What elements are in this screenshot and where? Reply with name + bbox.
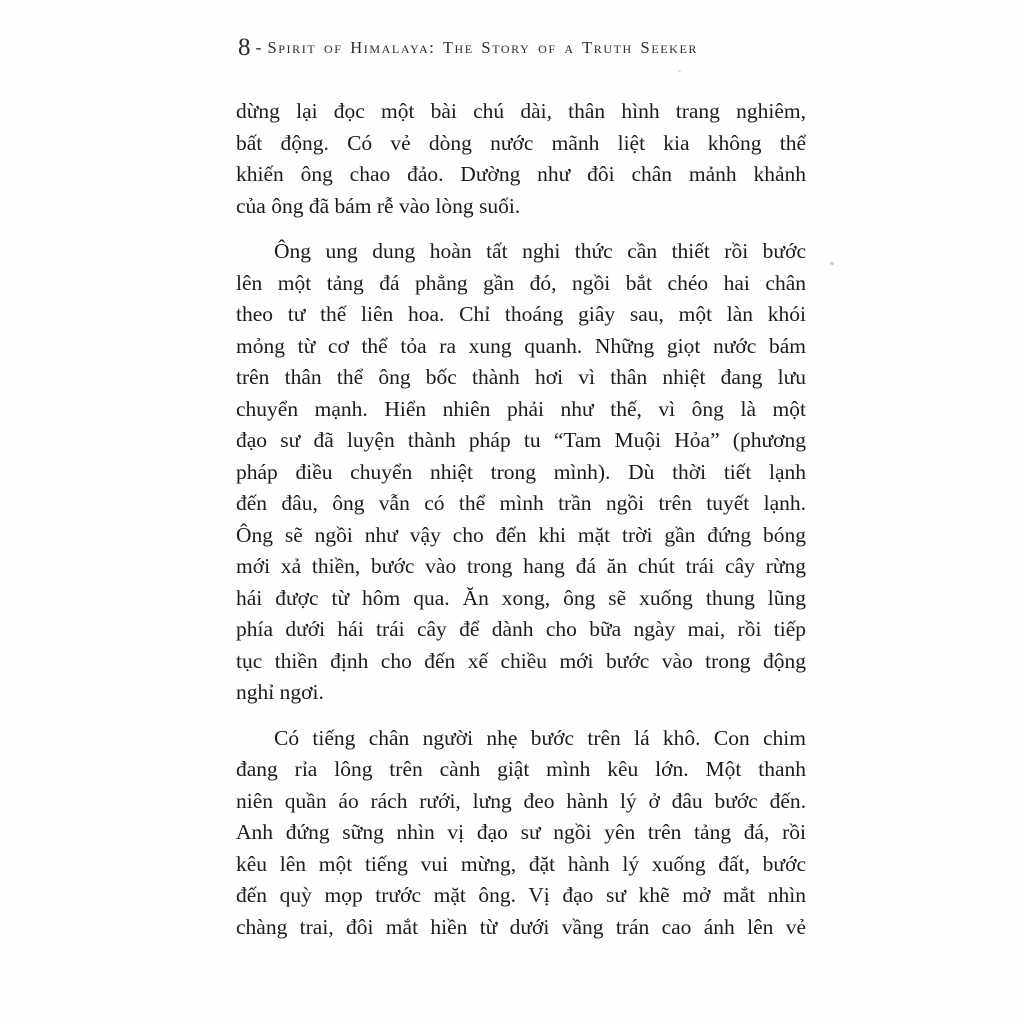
text-line: Anh đứng sững nhìn vị đạo sư ngồi yên trên tảng đá, rồi — [236, 820, 806, 844]
scan-speck — [678, 70, 681, 72]
text-line: đến quỳ mọp trước mặt ông. Vị đạo sư khẽ mở mắt nhìn — [236, 883, 806, 907]
text-line: dừng lại đọc một bài chú dài, thân hình trang nghiêm, — [236, 99, 806, 123]
running-header — [238, 34, 698, 62]
page-text — [236, 96, 806, 943]
text-line: phía dưới hái trái cây để dành cho bữa ngày mai, rồi tiếp — [236, 617, 806, 641]
book-title: Spirit of Himalaya: The Story of a Truth Seeker — [267, 38, 698, 57]
scan-speck — [830, 261, 835, 266]
text-line: Ông sẽ ngồi như vậy cho đến khi mặt trời gần đứng bóng — [236, 522, 806, 547]
text-line: chuyển mạnh. Hiển nhiên phải như thế, vì ông là một — [236, 396, 806, 421]
text-line: trên thân thể ông bốc thành hơi vì thân nhiệt đang lưu — [236, 365, 806, 389]
paragraph-3 — [236, 723, 806, 944]
text-line: bất động. Có vẻ dòng nước mãnh liệt kia không thể — [236, 130, 806, 155]
header-separator: - — [255, 37, 262, 57]
text-line: khiến ông chao đảo. Dường như đôi chân mảnh khảnh — [236, 162, 806, 186]
text-line: mỏng từ cơ thể tỏa ra xung quanh. Những giọt nước bám — [236, 333, 806, 358]
text-line: pháp điều chuyển nhiệt trong mình). Dù thời tiết lạnh — [236, 459, 806, 484]
text-line: tục thiền định cho đến xế chiều mới bước vào trong động — [236, 648, 806, 673]
page-number: 8 — [238, 34, 252, 61]
text-line: mới xả thiền, bước vào trong hang đá ăn chút trái cây rừng — [236, 554, 806, 578]
text-line: Ông ung dung hoàn tất nghi thức cần thiết rồi bước — [274, 239, 806, 263]
text-line: của ông đã bám rễ vào lòng suối. — [236, 193, 521, 218]
text-line: đến đâu, ông vẫn có thể mình trần ngồi trên tuyết lạnh. — [236, 491, 806, 515]
paragraph-2 — [236, 236, 806, 709]
text-line: hái được từ hôm qua. Ăn xong, ông sẽ xuống thung lũng — [236, 585, 806, 610]
text-line: theo tư thế liên hoa. Chỉ thoáng giây sau, một làn khói — [236, 302, 806, 326]
text-line: lên một tảng đá phẳng gần đó, ngồi bắt chéo hai chân — [236, 270, 806, 295]
text-line: Có tiếng chân người nhẹ bước trên lá khô. Con chim — [274, 725, 806, 750]
text-line: kêu lên một tiếng vui mừng, đặt hành lý xuống đất, bước — [236, 851, 806, 876]
text-line: đang rỉa lông trên cành giật mình kêu lớn. Một thanh — [236, 757, 806, 781]
text-line: nghỉ ngơi. — [236, 680, 324, 704]
text-line: niên quần áo rách rưới, lưng đeo hành lý ở đâu bước đến. — [236, 788, 806, 813]
paragraph-1 — [236, 96, 806, 222]
text-line: đạo sư đã luyện thành pháp tu “Tam Muội Hỏa” (phương — [236, 428, 806, 452]
text-line: chàng trai, đôi mắt hiền từ dưới vầng trán cao ánh lên vẻ — [236, 914, 806, 939]
